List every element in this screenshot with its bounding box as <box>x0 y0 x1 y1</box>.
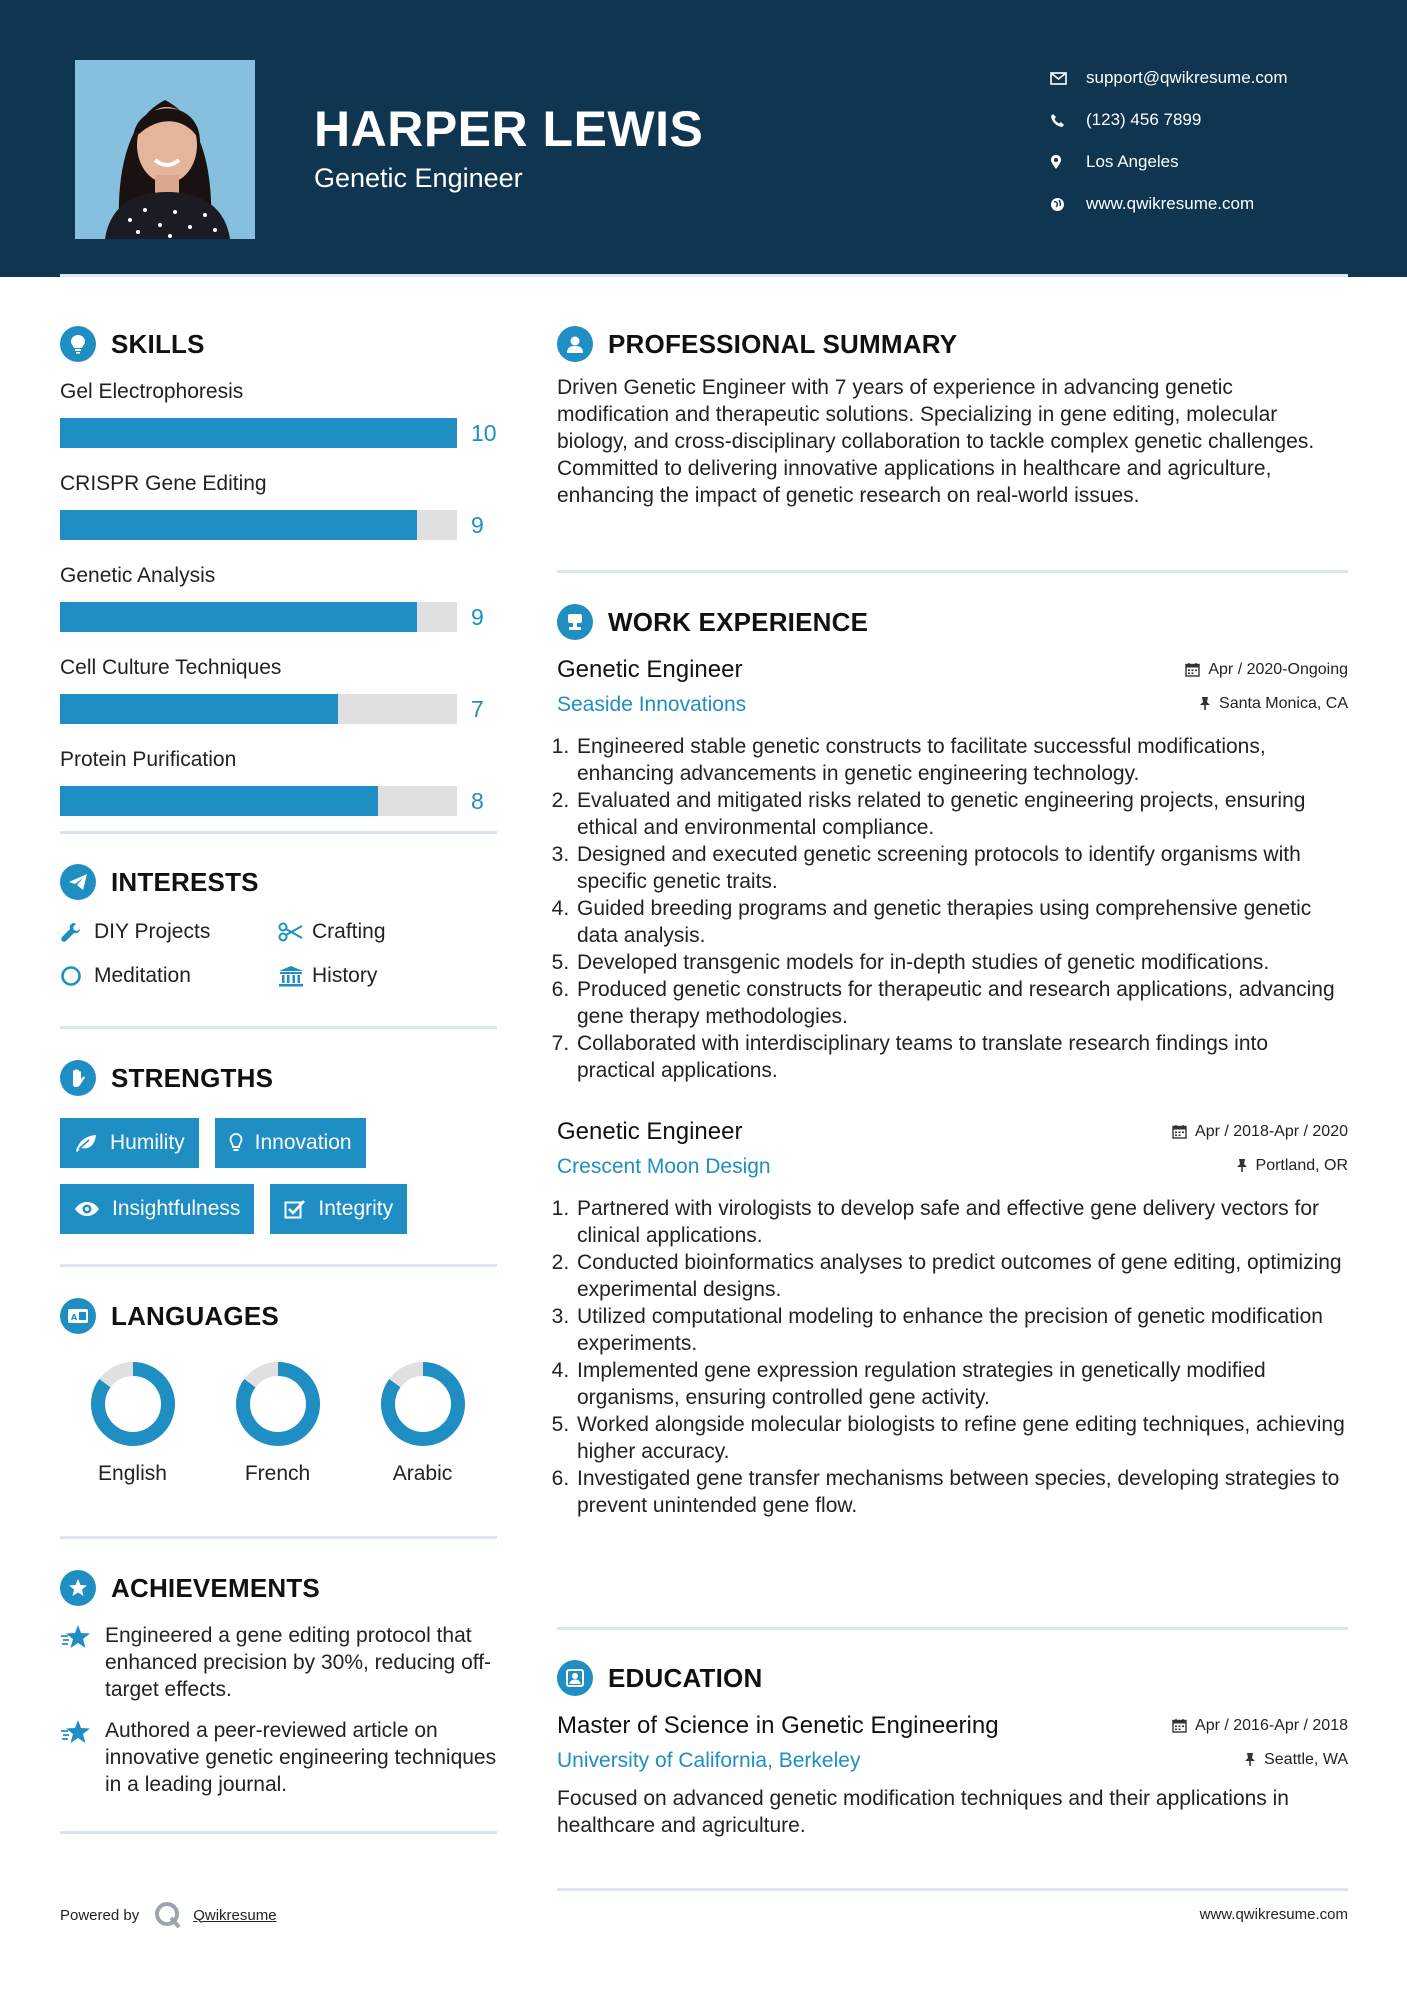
duty-item: 6. Produced genetic constructs for therapeutic and research applications, advancing gene therapy methodologies. <box>575 976 1348 1030</box>
skill-row <box>60 694 497 724</box>
languages-title: LANGUAGES <box>111 1300 279 1331</box>
education-section <box>557 1660 1348 1839</box>
education-date-text: Apr / 2016-Apr / 2018 <box>1195 1716 1348 1734</box>
leaf-icon <box>74 1133 98 1153</box>
section-divider <box>557 1888 1348 1891</box>
eye-icon <box>74 1201 100 1217</box>
company-name: Crescent Moon Design <box>557 1155 771 1178</box>
duty-item: 2. Conducted bioinformatics analyses to predict outcomes of gene editing, optimizing experimental designs. <box>575 1249 1348 1303</box>
skill-item <box>60 748 497 816</box>
achievements-title: ACHIEVEMENTS <box>111 1572 320 1603</box>
skill-bar-fill <box>60 786 378 816</box>
section-divider <box>60 831 497 834</box>
duty-item: 3. Utilized computational modeling to enhance the precision of genetic modification experiments. <box>575 1303 1348 1357</box>
candidate-title: Genetic Engineer <box>314 163 523 193</box>
job-location-text: Santa Monica, CA <box>1219 694 1348 712</box>
paper-plane-icon <box>60 864 96 900</box>
experience-section <box>557 604 1348 1519</box>
achievement-item <box>60 1622 497 1703</box>
contact-email-text: support@qwikresume.com <box>1086 68 1288 87</box>
summary-title: PROFESSIONAL SUMMARY <box>608 328 958 359</box>
svg-text:A: A <box>71 1313 78 1322</box>
interest-item <box>60 920 278 944</box>
interest-item <box>278 920 478 944</box>
skill-bar-fill <box>60 418 457 448</box>
duty-item: 6. Investigated gene transfer mechanisms between species, developing strategies to prevent unintended gene flow. <box>575 1465 1348 1519</box>
skills-section <box>60 326 497 840</box>
skill-level: 7 <box>471 695 484 722</box>
job-header <box>557 1118 1348 1146</box>
job-location <box>1236 1157 1348 1175</box>
interest-label: History <box>312 964 378 987</box>
skill-bar <box>60 786 457 816</box>
hand-icon <box>60 1060 96 1096</box>
contact-phone[interactable] <box>1050 99 1288 141</box>
skill-row <box>60 602 497 632</box>
skills-title: SKILLS <box>111 328 205 359</box>
briefcase-icon <box>557 604 593 640</box>
strength-label: Innovation <box>254 1131 352 1154</box>
lightbulb-icon <box>229 1132 243 1154</box>
star-icon <box>60 1622 105 1703</box>
education-entry <box>557 1712 1348 1839</box>
strength-tag <box>215 1118 366 1168</box>
user-icon <box>557 326 593 362</box>
contact-website-text: www.qwikresume.com <box>1086 194 1255 213</box>
check-square-icon <box>284 1199 306 1219</box>
section-divider <box>557 570 1348 573</box>
job-title: Genetic Engineer <box>557 1118 743 1145</box>
skill-name: CRISPR Gene Editing <box>60 472 267 495</box>
section-divider <box>557 1627 1348 1630</box>
profile-photo <box>75 60 255 239</box>
envelope-icon <box>1050 72 1086 85</box>
interest-item <box>60 964 278 988</box>
job-date-text: Apr / 2020-Ongoing <box>1208 660 1348 678</box>
duty-item: 7. Collaborated with interdisciplinary teams to translate research findings into practical applications. <box>575 1030 1348 1084</box>
strength-tag <box>60 1184 254 1234</box>
education-header <box>557 1712 1348 1740</box>
education-location <box>1244 1751 1348 1769</box>
skill-row <box>60 510 497 540</box>
job-entry <box>557 656 1348 1084</box>
duty-item: 5. Developed transgenic models for in-depth studies of genetic modifications. <box>575 949 1348 976</box>
strengths-section <box>60 1060 497 1234</box>
skill-item <box>60 472 497 540</box>
job-date <box>1185 661 1348 679</box>
languages-section <box>60 1298 497 1486</box>
duty-item: 4. Implemented gene expression regulation strategies in genetically modified organisms, ensuring controlled gene activity. <box>575 1357 1348 1411</box>
star-badge-icon <box>60 1570 96 1606</box>
strength-tag <box>270 1184 407 1234</box>
interests-title: INTERESTS <box>111 866 259 897</box>
education-location-text: Seattle, WA <box>1264 1750 1348 1768</box>
pushpin-icon <box>1244 1752 1256 1767</box>
skill-level: 10 <box>471 419 497 446</box>
pushpin-icon <box>1199 696 1211 711</box>
strengths-title: STRENGTHS <box>111 1062 274 1093</box>
skill-name: Gel Electrophoresis <box>60 380 244 403</box>
education-date <box>1172 1717 1348 1735</box>
calendar-icon <box>1172 1718 1187 1733</box>
section-divider <box>60 1264 497 1267</box>
experience-heading <box>557 604 1348 640</box>
strengths-heading <box>60 1060 497 1096</box>
skill-row <box>60 786 497 816</box>
skill-name: Genetic Analysis <box>60 564 216 587</box>
scissors-icon <box>278 922 312 942</box>
interests-heading <box>60 864 497 900</box>
duty-item: 1. Partnered with virologists to develop safe and effective gene delivery vectors for clinical applications. <box>575 1195 1348 1249</box>
summary-heading <box>557 326 1348 362</box>
skill-item <box>60 656 497 724</box>
strength-tag <box>60 1118 199 1168</box>
achievement-text: Authored a peer-reviewed article on innovative genetic engineering techniques in a leading journal. <box>105 1719 497 1796</box>
skill-name: Protein Purification <box>60 748 237 771</box>
skill-level: 9 <box>471 603 484 630</box>
skill-bar-fill <box>60 510 417 540</box>
duty-item: 4. Guided breeding programs and genetic therapies using comprehensive genetic data analysis. <box>575 895 1348 949</box>
interest-item <box>278 964 478 988</box>
job-subheader <box>557 693 1348 717</box>
achievements-list <box>60 1622 497 1798</box>
languages-heading <box>60 1298 497 1334</box>
language-label: English <box>98 1462 167 1485</box>
skill-bar <box>60 510 457 540</box>
language-label: French <box>244 1462 311 1485</box>
interests-grid <box>60 920 497 988</box>
duty-item: 3. Designed and executed genetic screening protocols to identify organisms with specific genetic traits. <box>575 841 1348 895</box>
interests-section <box>60 864 497 988</box>
language-label: Arabic <box>392 1462 453 1485</box>
achievements-section <box>60 1570 497 1798</box>
phone-icon <box>1050 113 1086 128</box>
strength-tags <box>60 1118 480 1234</box>
contact-email[interactable] <box>1050 57 1288 99</box>
contact-location-text: Los Angeles <box>1086 152 1179 171</box>
job-location-text: Portland, OR <box>1255 1156 1348 1174</box>
skill-bar <box>60 694 457 724</box>
footer-powered-by <box>60 1900 277 1930</box>
circle-icon <box>60 965 94 987</box>
skill-bar-fill <box>60 602 417 632</box>
skills-heading <box>60 326 497 362</box>
summary-section <box>557 326 1348 509</box>
skill-row <box>60 418 497 448</box>
globe-icon <box>1050 197 1086 212</box>
achievements-heading <box>60 1570 497 1606</box>
job-date-text: Apr / 2018-Apr / 2020 <box>1195 1122 1348 1140</box>
contact-website[interactable] <box>1050 183 1288 225</box>
interest-label: Meditation <box>94 964 191 987</box>
skill-bar <box>60 418 457 448</box>
powered-by-text: Powered by <box>60 1906 140 1924</box>
strength-label: Insightfulness <box>112 1197 241 1220</box>
header-divider <box>60 274 1348 277</box>
interest-label: DIY Projects <box>94 920 211 943</box>
summary-text: Driven Genetic Engineer with 7 years of experience in advancing genetic modification and therapeutic solutions. Specializing in gene editing, molecular biology, and cross-disciplinary collaboration to tackle complex genetic challenges. Committed to delivering innovative applications in healthcare and agriculture, enhancing the impact of genetic research on real-world issues. <box>557 376 1315 507</box>
job-date <box>1172 1123 1348 1141</box>
job-subheader <box>557 1155 1348 1179</box>
job-location <box>1199 695 1348 713</box>
language-item <box>350 1360 495 1486</box>
skill-name: Cell Culture Techniques <box>60 656 282 679</box>
degree-name: Master of Science in Genetic Engineering <box>557 1712 999 1739</box>
section-divider <box>60 1831 497 1834</box>
resume-header <box>0 0 1407 277</box>
section-divider <box>60 1536 497 1539</box>
language-item <box>205 1360 350 1486</box>
education-description: Focused on advanced genetic modification techniques and their applications in healthcare and agriculture. <box>557 1787 1289 1837</box>
contact-list <box>1050 57 1288 225</box>
pushpin-icon <box>1236 1158 1248 1173</box>
strength-label: Humility <box>110 1131 185 1154</box>
duty-item: 2. Evaluated and mitigated risks related to genetic engineering projects, ensuring ethical and environmental compliance. <box>575 787 1348 841</box>
school-name: University of California, Berkeley <box>557 1749 861 1772</box>
skill-level: 9 <box>471 511 484 538</box>
achievement-item <box>60 1717 497 1798</box>
skill-item <box>60 380 497 448</box>
contact-location <box>1050 141 1288 183</box>
language-item <box>60 1360 205 1486</box>
strength-label: Integrity <box>318 1197 394 1220</box>
wrench-icon <box>60 921 94 943</box>
calendar-icon <box>1185 662 1200 677</box>
skills-list <box>60 380 497 816</box>
skill-bar <box>60 602 457 632</box>
company-name: Seaside Innovations <box>557 693 747 716</box>
translate-icon <box>60 1298 96 1334</box>
candidate-name: HARPER LEWIS <box>314 101 704 157</box>
skill-level: 8 <box>471 787 484 814</box>
section-divider <box>60 1026 497 1029</box>
duty-list <box>557 733 1348 1084</box>
qwikresume-logo-icon <box>153 1900 183 1930</box>
star-icon <box>60 1717 105 1798</box>
education-heading <box>557 1660 1348 1696</box>
calendar-icon <box>1172 1124 1187 1139</box>
experience-title: WORK EXPERIENCE <box>608 606 869 637</box>
interest-label: Crafting <box>312 920 386 943</box>
map-pin-icon <box>1050 154 1086 170</box>
duty-item: 1. Engineered stable genetic constructs to facilitate successful modifications, enhancing advancements in genetic engineering technology. <box>575 733 1348 787</box>
footer-url[interactable]: www.qwikresume.com <box>1199 1906 1348 1923</box>
brand-link[interactable]: Qwikresume <box>193 1906 277 1924</box>
job-header <box>557 656 1348 684</box>
bank-icon <box>278 965 312 987</box>
languages-list <box>60 1360 497 1486</box>
contact-phone-text: (123) 456 7899 <box>1086 110 1202 129</box>
job-title: Genetic Engineer <box>557 656 743 683</box>
education-title: EDUCATION <box>608 1662 763 1693</box>
achievement-text: Engineered a gene editing protocol that enhanced precision by 30%, reducing off-target effects. <box>105 1624 492 1701</box>
language-donut <box>234 1360 322 1448</box>
graduate-icon <box>557 1660 593 1696</box>
education-subheader <box>557 1749 1348 1773</box>
job-entry <box>557 1118 1348 1519</box>
skill-bar-fill <box>60 694 338 724</box>
duty-list <box>557 1195 1348 1519</box>
duty-item: 5. Worked alongside molecular biologists to refine gene editing techniques, achieving higher accuracy. <box>575 1411 1348 1465</box>
language-donut <box>379 1360 467 1448</box>
language-donut <box>89 1360 177 1448</box>
lightbulb-icon <box>60 326 96 362</box>
skill-item <box>60 564 497 632</box>
